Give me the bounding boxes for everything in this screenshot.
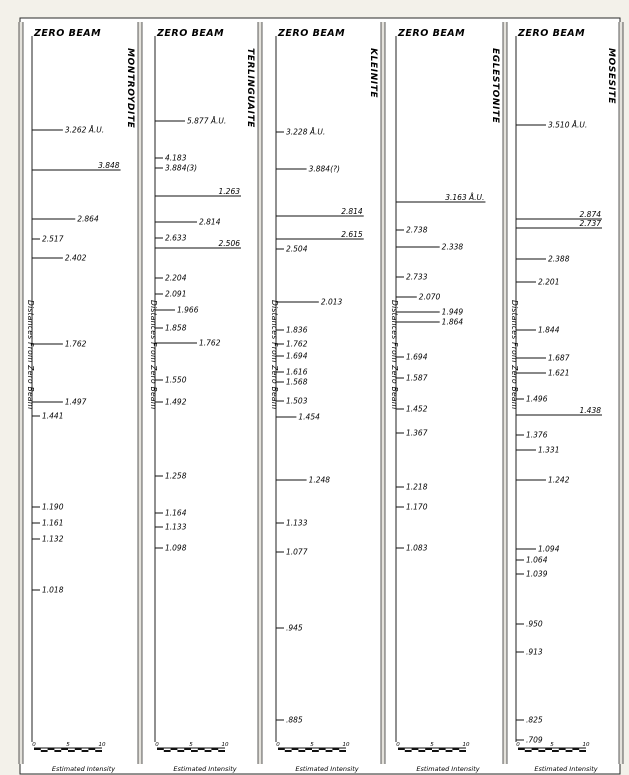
d-spacing-label: 3.884(?) [308,164,340,174]
d-spacing-label: 1.133 [286,518,308,528]
d-spacing-label: 1.621 [548,368,570,378]
intensity-scale-segment [339,750,346,752]
estimated-intensity-label: Estimated Intensity [295,765,359,773]
d-spacing-label: 2.091 [165,289,187,299]
intensity-scale-segment [164,750,171,752]
d-spacing-label: 1.858 [165,323,187,333]
panel-gutter [138,22,142,764]
d-spacing-label: 1.836 [286,325,308,335]
intensity-scale-segment [332,748,339,750]
mineral-name: MONTROYDITE [125,48,135,129]
intensity-scale-segment [432,750,439,752]
intensity-scale-segment [319,748,326,750]
intensity-scale-segment [459,750,466,752]
d-spacing-label: 1.492 [165,397,187,407]
intensity-scale-segment [566,750,573,752]
d-spacing-label: 1.454 [298,412,320,422]
intensity-scale-segment [191,750,198,752]
zero-beam-header: ZERO BEAM [278,28,346,39]
d-spacing-label: 2.338 [441,242,464,252]
intensity-scale-tick: 10 [462,742,470,748]
d-spacing-label: 2.733 [406,272,428,282]
d-spacing-label: 1.039 [526,569,548,579]
d-spacing-label: 3.228 Å.U. [286,127,326,137]
d-spacing-label: 1.694 [406,352,428,362]
zero-beam-header: ZERO BEAM [398,28,466,39]
intensity-scale-segment [157,748,164,750]
zero-beam-header: ZERO BEAM [157,28,225,39]
intensity-scale-segment [452,748,459,750]
d-spacing-label: 1.161 [42,518,64,528]
intensity-scale-segment [559,748,566,750]
d-spacing-label: 1.083 [406,543,428,553]
intensity-scale-segment [41,750,48,752]
d-spacing-label: 1.687 [548,353,570,363]
mineral-name: KLEINITE [368,48,378,99]
d-spacing-label: 1.077 [286,547,308,557]
intensity-scale-segment [538,750,545,752]
intensity-scale-segment [211,748,218,750]
d-spacing-label: 2.504 [286,244,308,254]
intensity-scale-tick: 0 [516,742,520,748]
intensity-scale-segment [82,750,89,752]
d-spacing-label: 1.966 [177,305,199,315]
d-spacing-label: 1.218 [406,482,428,492]
mineral-name: MOSESITE [606,48,616,105]
estimated-intensity-label: Estimated Intensity [173,765,237,773]
intensity-scale-segment [298,750,305,752]
intensity-scale-segment [305,748,312,750]
d-spacing-label: .945 [286,623,303,633]
intensity-scale-segment [405,750,412,752]
distance-axis-label: Distances From Zero Beam [26,300,35,410]
estimated-intensity-label: Estimated Intensity [416,765,480,773]
mineral-name: TERLINGUAITE [245,48,255,128]
d-spacing-label: 2.814 [341,207,363,216]
d-spacing-label: 1.503 [286,396,308,406]
panel-gutter [258,22,262,764]
distance-axis-label: Distances From Zero Beam [270,300,279,410]
intensity-scale-segment [177,750,184,752]
intensity-scale-tick: 0 [396,742,400,748]
zero-beam-header: ZERO BEAM [518,28,586,39]
intensity-scale-segment [439,748,446,750]
intensity-scale-segment [198,748,205,750]
intensity-scale-segment [75,748,82,750]
d-spacing-label: 1.248 [308,475,331,485]
d-spacing-label: .950 [526,619,543,629]
d-spacing-label: 1.949 [441,307,464,317]
d-spacing-label: 3.163 Å.U. [445,193,485,202]
intensity-scale-segment [579,750,586,752]
intensity-scale-segment [54,750,61,752]
d-spacing-label: 1.762 [64,339,87,349]
d-spacing-label: 3.884(3) [165,163,198,173]
d-spacing-label: 1.762 [199,338,221,348]
intensity-scale-segment [525,750,532,752]
d-spacing-label: 2.013 [320,297,343,307]
intensity-scale-segment [88,748,95,750]
d-spacing-label: 2.402 [64,253,87,263]
d-spacing-label: 1.497 [64,397,87,407]
d-spacing-label: 2.517 [42,234,64,244]
d-spacing-label: 3.510 Å.U. [548,120,588,130]
d-spacing-label: 1.844 [538,325,560,335]
intensity-scale-segment [34,748,41,750]
intensity-scale-tick: 0 [155,742,159,748]
intensity-scale-tick: 10 [221,742,229,748]
d-spacing-label: 1.694 [286,351,308,361]
intensity-scale-segment [326,750,333,752]
d-spacing-label: 2.615 [341,230,363,239]
d-spacing-label: 1.098 [165,543,187,553]
d-spacing-label: 1.164 [165,508,187,518]
d-spacing-label: 1.367 [406,428,428,438]
d-spacing-label: 1.864 [441,317,464,327]
panel-gutter [19,22,23,764]
panel-gutter [619,22,623,764]
d-spacing-label: 1.550 [165,375,187,385]
d-spacing-label: .825 [526,715,543,725]
d-spacing-label: 1.331 [538,445,560,455]
d-spacing-label: 1.568 [286,377,308,387]
d-spacing-label: 1.242 [548,475,570,485]
d-spacing-label: 1.018 [42,585,64,595]
distance-axis-label: Distances From Zero Beam [510,300,519,410]
intensity-scale-segment [205,750,212,752]
d-spacing-label: 1.452 [406,404,428,414]
intensity-scale-segment [68,750,75,752]
d-spacing-label: 2.506 [218,239,240,248]
intensity-scale-segment [572,748,579,750]
d-spacing-label: 2.738 [406,225,428,235]
intensity-scale-segment [425,748,432,750]
distance-axis-label: Distances From Zero Beam [149,300,158,410]
intensity-scale-segment [95,750,102,752]
d-spacing-label: .913 [526,647,543,657]
d-spacing-label: 2.814 [199,217,221,227]
intensity-scale-segment [398,748,405,750]
distance-axis-label: Distances From Zero Beam [390,300,399,410]
intensity-scale-tick: 5 [550,742,554,748]
intensity-scale-tick: 10 [582,742,590,748]
intensity-scale-tick: 10 [342,742,350,748]
intensity-scale-tick: 5 [66,742,70,748]
intensity-scale-tick: 10 [98,742,106,748]
d-spacing-label: 2.737 [579,219,601,228]
intensity-scale-segment [285,750,292,752]
intensity-scale-segment [48,748,55,750]
intensity-scale-tick: 0 [32,742,36,748]
intensity-scale-segment [518,748,525,750]
d-spacing-label: 2.388 [548,254,570,264]
d-spacing-label: 1.190 [42,502,64,512]
d-spacing-label: 2.070 [418,292,441,302]
d-spacing-label: 2.201 [538,277,560,287]
d-spacing-label: 5.877 Å.U. [187,116,227,126]
intensity-scale-segment [218,750,225,752]
intensity-scale-segment [171,748,178,750]
d-spacing-label: 1.170 [406,502,428,512]
intensity-scale-segment [418,750,425,752]
d-spacing-label: 1.258 [165,471,187,481]
d-spacing-label: 1.132 [42,534,64,544]
intensity-scale-segment [61,748,68,750]
intensity-scale-segment [184,748,191,750]
d-spacing-label: 2.633 [165,233,187,243]
intensity-scale-segment [446,750,453,752]
d-spacing-label: 1.762 [286,339,308,349]
panel-gutter [381,22,385,764]
d-spacing-label: 1.064 [526,555,548,565]
intensity-scale-segment [278,748,285,750]
estimated-intensity-label: Estimated Intensity [534,765,598,773]
intensity-scale-segment [552,750,559,752]
d-spacing-label: 2.864 [77,214,99,224]
panel-gutter [503,22,507,764]
d-spacing-label: 1.441 [42,411,64,421]
d-spacing-label: 1.438 [579,406,601,415]
intensity-scale-segment [312,750,319,752]
intensity-scale-tick: 5 [430,742,434,748]
d-spacing-label: 3.848 [98,161,120,170]
d-spacing-label: 1.376 [526,430,548,440]
d-spacing-label: .709 [526,735,543,745]
intensity-scale-segment [292,748,299,750]
d-spacing-label: 3.262 Å.U. [64,125,105,135]
d-spacing-label: .885 [286,715,303,725]
mineral-name: EGLESTONITE [490,48,500,124]
d-spacing-label: 1.263 [218,187,240,196]
d-spacing-label: 2.874 [579,210,601,219]
intensity-scale-tick: 5 [189,742,193,748]
d-spacing-label: 4.183 [165,153,187,163]
intensity-scale-segment [545,748,552,750]
d-spacing-label: 1.094 [538,544,560,554]
intensity-scale-segment [412,748,419,750]
zero-beam-header: ZERO BEAM [34,28,102,39]
d-spacing-label: 2.204 [165,273,187,283]
d-spacing-label: 1.133 [165,522,187,532]
intensity-scale-segment [532,748,539,750]
d-spacing-label: 1.496 [526,394,548,404]
estimated-intensity-label: Estimated Intensity [51,765,116,773]
d-spacing-label: 1.616 [286,367,308,377]
intensity-scale-tick: 0 [276,742,280,748]
intensity-scale-tick: 5 [310,742,314,748]
d-spacing-label: 1.587 [406,373,428,383]
